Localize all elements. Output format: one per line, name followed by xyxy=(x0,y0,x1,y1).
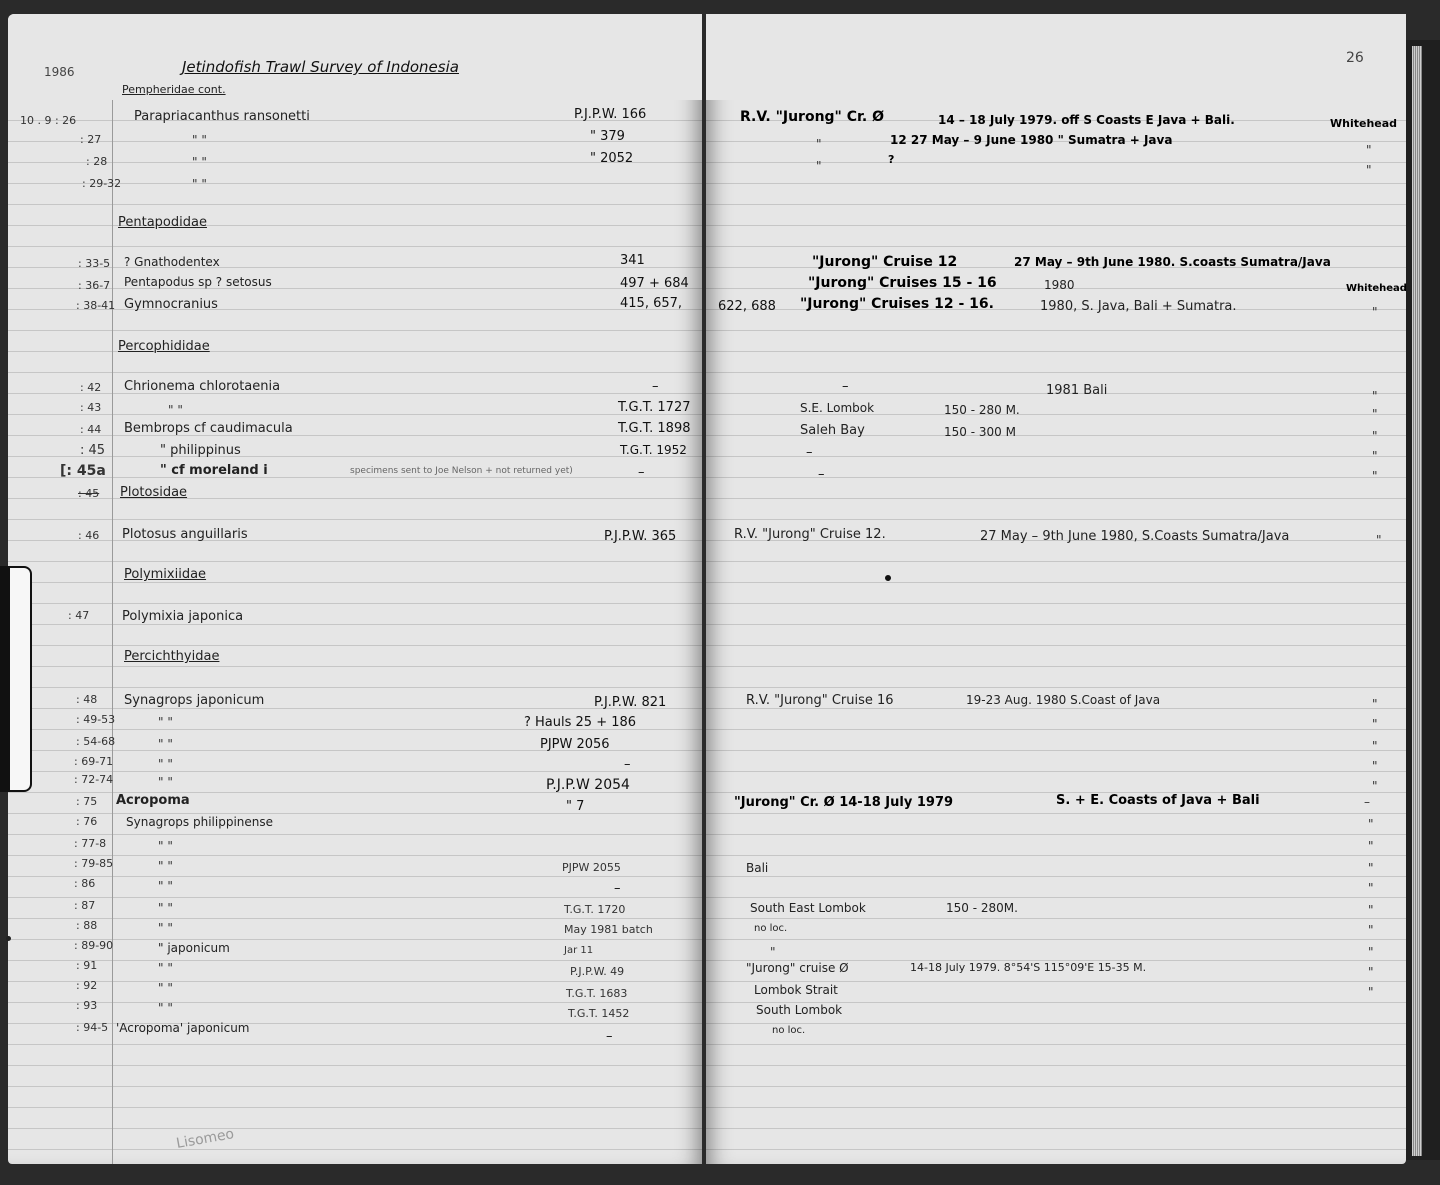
reg-number: : 49-53 xyxy=(76,713,116,726)
reg-number: : 92 xyxy=(76,979,98,992)
donor: " xyxy=(1372,429,1378,443)
margin-note: specimens sent to Joe Nelson + not returned yet) xyxy=(350,466,573,476)
donor: " xyxy=(1368,923,1374,937)
right-page-header-area xyxy=(706,14,1406,100)
specimen-ref: 415, 657, xyxy=(620,296,683,311)
locality-detail: 27 May – 9th June 1980, S.Coasts Sumatra/Java xyxy=(980,529,1290,544)
species-ditto: " " xyxy=(192,133,207,147)
locality: South East Lombok xyxy=(750,901,866,915)
donor: " xyxy=(1372,759,1378,773)
species-name: Synagrops philippinense xyxy=(126,815,274,829)
species-name: " japonicum xyxy=(158,941,230,955)
species-ditto: " " xyxy=(158,715,173,729)
locality: – xyxy=(842,379,849,394)
locality-detail: 14-18 July 1979. 8°54'S 115°09'E 15-35 M. xyxy=(910,961,1147,974)
locality-detail: 1980, S. Java, Bali + Sumatra. xyxy=(1040,299,1237,314)
locality: "Jurong" Cruise 12 xyxy=(812,254,958,270)
specimen-ref: Jar 11 xyxy=(564,945,594,956)
locality: "Jurong" Cruises 12 - 16. xyxy=(800,296,994,312)
reg-number: : 88 xyxy=(76,919,98,932)
locality: no loc. xyxy=(754,923,788,934)
donor: " xyxy=(1372,739,1378,753)
reg-number: : 43 xyxy=(80,401,102,414)
specimen-ref-continued: 622, 688 xyxy=(718,299,776,314)
species-name: Synagrops japonicum xyxy=(124,693,265,708)
donor: " xyxy=(1372,305,1378,319)
specimen-ref: P.J.P.W. 49 xyxy=(570,965,625,978)
species-ditto: " " xyxy=(158,901,173,915)
locality-detail: 12 27 May – 9 June 1980 " Sumatra + Java xyxy=(890,133,1173,147)
species-name: Plotosus anguillaris xyxy=(122,527,248,542)
family-heading-plotosidae: Plotosidae xyxy=(120,485,188,500)
family-heading-pempheridae: Pempheridae cont. xyxy=(122,83,226,96)
donor: " xyxy=(1372,469,1378,483)
left-page-header-area xyxy=(8,14,702,100)
specimen-ref: – xyxy=(614,881,621,896)
locality-detail: 14 – 18 July 1979. off S Coasts E Java + Bali. xyxy=(938,113,1235,127)
donor: " xyxy=(1372,389,1378,403)
page-title: Jetindofish Trawl Survey of Indonesia xyxy=(182,58,459,76)
donor: " xyxy=(1368,903,1374,917)
reg-number: : 89-90 xyxy=(74,939,114,952)
donor: " xyxy=(1368,985,1374,999)
locality: R.V. "Jurong" Cr. Ø xyxy=(740,109,885,125)
specimen-ref: P.J.P.W. 365 xyxy=(604,529,677,544)
species-ditto: " " xyxy=(158,981,173,995)
reg-number: : 46 xyxy=(78,529,100,542)
species-ditto: " " xyxy=(158,757,173,771)
species-ditto: " " xyxy=(158,961,173,975)
reg-number: : 36-7 xyxy=(78,279,111,292)
locality-detail: 19-23 Aug. 1980 S.Coast of Java xyxy=(966,693,1161,707)
locality-ditto: " xyxy=(816,137,822,151)
specimen-ref: T.G.T. 1683 xyxy=(566,987,628,1000)
species-name: Pentapodus sp ? setosus xyxy=(124,275,272,289)
specimen-ref: ? Hauls 25 + 186 xyxy=(524,715,637,730)
specimen-ref: PJPW 2056 xyxy=(540,737,610,752)
locality-detail: 1980 xyxy=(1044,278,1075,292)
species-ditto: " " xyxy=(158,775,173,789)
specimen-ref: 497 + 684 xyxy=(620,276,689,291)
species-name: Bembrops cf caudimacula xyxy=(124,421,293,436)
reg-number: : 54-68 xyxy=(76,735,116,748)
margin-rule xyxy=(112,100,113,1164)
reg-number: : 72-74 xyxy=(74,773,114,786)
specimen-ref: " 7 xyxy=(566,799,585,814)
specimen-ref: " 379 xyxy=(590,129,625,144)
species-ditto: " " xyxy=(192,155,207,169)
reg-number: : 38-41 xyxy=(76,299,116,312)
page-number: 26 xyxy=(1346,50,1364,66)
locality-ditto: " xyxy=(816,159,822,173)
locality: no loc. xyxy=(772,1025,806,1036)
donor: " xyxy=(1376,533,1382,547)
locality-detail: 150 - 300 M xyxy=(944,425,1016,439)
donor: " xyxy=(1368,881,1374,895)
donor: " xyxy=(1368,839,1374,853)
locality: Saleh Bay xyxy=(800,423,865,438)
species-name: Parapriacanthus ransonetti xyxy=(134,109,310,124)
species-name: " philippinus xyxy=(160,443,241,458)
locality: Lombok Strait xyxy=(754,983,838,997)
species-name: Gymnocranius xyxy=(124,297,218,312)
locality-detail: 1981 Bali xyxy=(1046,383,1108,398)
reg-number: : 27 xyxy=(80,133,102,146)
locality: R.V. "Jurong" Cruise 16 xyxy=(746,693,894,708)
reg-number: : 91 xyxy=(76,959,98,972)
locality: S.E. Lombok xyxy=(800,401,875,415)
locality: South Lombok xyxy=(756,1003,843,1017)
species-ditto: " " xyxy=(158,1001,173,1015)
reg-number: : 69-71 xyxy=(74,755,114,768)
binding-mark xyxy=(6,936,11,941)
locality: "Jurong" cruise Ø xyxy=(746,961,849,975)
reg-number: : 93 xyxy=(76,999,98,1012)
specimen-ref: T.G.T. 1727 xyxy=(618,400,691,415)
reg-number: : 77-8 xyxy=(74,837,107,850)
reg-number: : 94-5 xyxy=(76,1021,109,1034)
specimen-ref: – xyxy=(606,1029,613,1044)
donor: – xyxy=(1364,795,1370,809)
donor: " xyxy=(1368,965,1374,979)
donor: " xyxy=(1368,817,1374,831)
species-ditto: " " xyxy=(158,859,173,873)
locality: Bali xyxy=(746,861,769,875)
specimen-ref: – xyxy=(624,757,631,772)
species-name: " cf moreland i xyxy=(160,463,268,478)
specimen-ref: 341 xyxy=(620,253,645,268)
species-name: Chrionema chlorotaenia xyxy=(124,379,281,394)
page-tab-marker xyxy=(0,566,32,792)
species-ditto: " " xyxy=(192,177,207,191)
donor: " xyxy=(1372,779,1378,793)
species-ditto: " " xyxy=(158,879,173,893)
species-ditto: " " xyxy=(168,403,183,417)
locality: "Jurong" Cr. Ø 14-18 July 1979 xyxy=(734,795,954,810)
donor: " xyxy=(1368,861,1374,875)
species-ditto: " " xyxy=(158,839,173,853)
donor: " xyxy=(1372,407,1378,421)
locality: – xyxy=(806,445,813,460)
specimen-ref: " 2052 xyxy=(590,151,634,166)
specimen-ref: May 1981 batch xyxy=(564,923,653,936)
family-heading-percophididae: Percophididae xyxy=(118,339,210,354)
locality: "Jurong" Cruises 15 - 16 xyxy=(808,275,997,291)
specimen-ref: P.J.P.W. 821 xyxy=(594,695,667,710)
reg-number: : 28 xyxy=(86,155,108,168)
reg-number: [: 45a xyxy=(60,463,106,479)
specimen-ref: T.G.T. 1898 xyxy=(618,421,691,436)
donor: Whitehead xyxy=(1346,283,1407,294)
reg-number: : 33-5 xyxy=(78,257,111,270)
reg-number: : 29-32 xyxy=(82,177,122,190)
reg-number: : 48 xyxy=(76,693,98,706)
donor: " xyxy=(1372,717,1378,731)
reg-number: : 87 xyxy=(74,899,96,912)
donor: " xyxy=(1372,449,1378,463)
species-name: ? Gnathodentex xyxy=(124,255,220,269)
locality-detail: S. + E. Coasts of Java + Bali xyxy=(1056,793,1260,808)
donor: " xyxy=(1368,945,1374,959)
locality-detail: 27 May – 9th June 1980. S.coasts Sumatra/Java xyxy=(1014,255,1331,269)
reg-number: : 76 xyxy=(76,815,98,828)
reg-number: : 44 xyxy=(80,423,102,436)
specimen-ref: P.J.P.W. 166 xyxy=(574,107,647,122)
ledger-year: 1986 xyxy=(44,65,75,79)
reg-number: : 75 xyxy=(76,795,98,808)
family-heading-percichthyidae: Percichthyidae xyxy=(124,649,220,664)
donor: " xyxy=(1366,143,1372,157)
specimen-ref: T.G.T. 1952 xyxy=(620,443,687,457)
family-heading-polymixiidae: Polymixiidae xyxy=(124,567,207,582)
specimen-ref: T.G.T. 1452 xyxy=(568,1007,630,1020)
family-heading-pentapodidae: Pentapodidae xyxy=(118,215,207,230)
reg-number: : 42 xyxy=(80,381,102,394)
donor: " xyxy=(1366,163,1372,177)
reg-number: : 86 xyxy=(74,877,96,890)
specimen-ref: PJPW 2055 xyxy=(562,861,621,874)
species-name: Polymixia japonica xyxy=(122,609,244,624)
species-ditto: " " xyxy=(158,737,173,751)
locality: – xyxy=(818,467,825,482)
specimen-ref: T.G.T. 1720 xyxy=(564,903,626,916)
locality-detail: 150 - 280 M. xyxy=(944,403,1020,417)
locality-detail: ? xyxy=(888,153,895,166)
locality-detail: 150 - 280M. xyxy=(946,901,1018,915)
reg-number: : 79-85 xyxy=(74,857,114,870)
reg-number: : 47 xyxy=(68,609,90,622)
ink-dot xyxy=(885,575,891,581)
reg-number-struck: : 45 xyxy=(78,487,100,500)
species-name: Acropoma xyxy=(116,793,190,808)
page-stack-edge xyxy=(1412,46,1422,1156)
reg-number: 10 . 9 : 26 xyxy=(20,114,77,127)
specimen-ref: – xyxy=(652,379,659,394)
specimen-ref: P.J.P.W 2054 xyxy=(546,777,630,793)
reg-number: : 45 xyxy=(80,443,106,458)
species-ditto: " " xyxy=(158,921,173,935)
pencil-annotation: Lisomeo xyxy=(175,1126,236,1152)
donor: " xyxy=(1372,697,1378,711)
locality-ditto: " xyxy=(770,945,776,959)
species-name: 'Acropoma' japonicum xyxy=(116,1021,250,1035)
specimen-ref: – xyxy=(638,465,645,480)
donor: Whitehead xyxy=(1330,117,1398,130)
locality: R.V. "Jurong" Cruise 12. xyxy=(734,527,886,542)
